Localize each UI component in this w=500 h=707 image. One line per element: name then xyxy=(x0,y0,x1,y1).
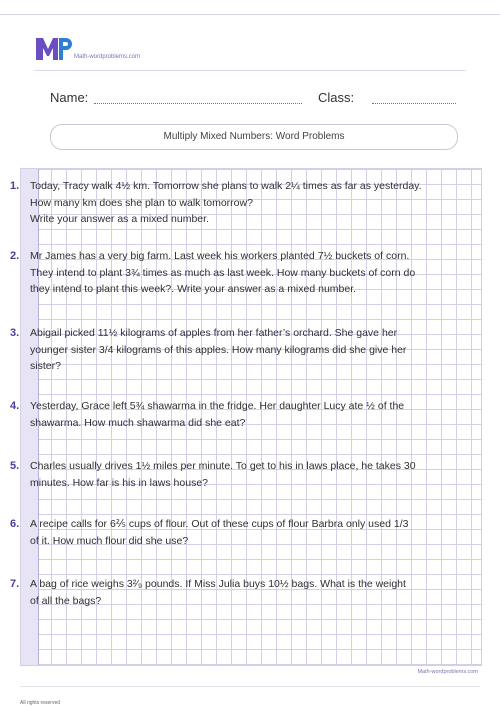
footer-url: Math-wordproblems.com xyxy=(417,669,478,675)
problem-line: How many km does she plan to walk tomorrow? xyxy=(30,196,253,209)
header-divider xyxy=(34,70,466,71)
worksheet-title: Multiply Mixed Numbers: Word Problems xyxy=(50,124,458,150)
problem-number: 4. xyxy=(10,400,20,412)
problem-line: of it. How much flour did she use? xyxy=(30,534,189,547)
problem-number: 7. xyxy=(10,578,20,590)
problem-number: 5. xyxy=(10,460,20,472)
problem-line: Mr James has a very big farm. Last week his workers planted 7½ buckets of corn. xyxy=(30,250,410,262)
name-class-row xyxy=(50,90,470,110)
footer-divider xyxy=(20,686,480,687)
footer-rights: All rights reserved xyxy=(20,700,61,706)
problem-line: A bag of rice weighs 3²⁄₉ pounds. If Miss Julia buys 10½ bags. What is the weight xyxy=(30,578,406,590)
problem-6 xyxy=(10,516,495,549)
mp-logo-icon xyxy=(34,34,72,62)
name-line[interactable] xyxy=(94,103,302,104)
brand-url: Math-wordproblems.com xyxy=(74,54,141,60)
problem-line: sister? xyxy=(30,360,61,372)
problem-7 xyxy=(10,576,495,609)
problem-1 xyxy=(10,178,495,228)
problem-line: Charles usually drives 1½ miles per minute. To get to his in laws place, he takes 30 xyxy=(30,460,416,472)
problem-number: 6. xyxy=(10,518,20,530)
problem-number: 2. xyxy=(10,250,20,262)
problem-number: 1. xyxy=(10,180,20,192)
problem-2 xyxy=(10,248,495,298)
problem-line: Yesterday, Grace left 5¾ shawarma in the fridge. Her daughter Lucy ate ½ of the xyxy=(30,400,405,412)
problem-line: Write your answer as a mixed number. xyxy=(30,213,209,225)
problem-line: shawarma. How much shawarma did she eat? xyxy=(30,416,246,429)
problem-number: 3. xyxy=(10,327,20,339)
class-label: Class: xyxy=(318,90,355,105)
name-label: Name: xyxy=(50,90,89,105)
problem-line: Today, Tracy walk 4½ km. Tomorrow she plans to walk 2¼ times as far as yesterday. xyxy=(30,180,422,192)
brand-logo xyxy=(34,34,154,64)
problem-3 xyxy=(10,325,495,375)
class-line[interactable] xyxy=(372,103,456,104)
problem-line: They intend to plant 3¾ times as much as last week. How many buckets of corn do xyxy=(30,266,416,279)
problem-line: A recipe calls for 6⅖ cups of flour. Out of these cups of flour Barbra only used 1/3 xyxy=(30,518,409,530)
problem-line: Abigail picked 11½ kilograms of apples from her father’s orchard. She gave her xyxy=(30,327,398,339)
problem-line: younger sister 3/4 kilograms of this apples. How many kilograms did she give her xyxy=(30,343,407,356)
problem-line: of all the bags? xyxy=(30,594,102,607)
top-border xyxy=(0,14,500,15)
problem-4 xyxy=(10,398,495,431)
problem-5 xyxy=(10,458,495,491)
problem-line: they intend to plant this week?. Write your answer as a mixed number. xyxy=(30,283,357,295)
problem-line: minutes. How far is his in laws house? xyxy=(30,476,208,489)
